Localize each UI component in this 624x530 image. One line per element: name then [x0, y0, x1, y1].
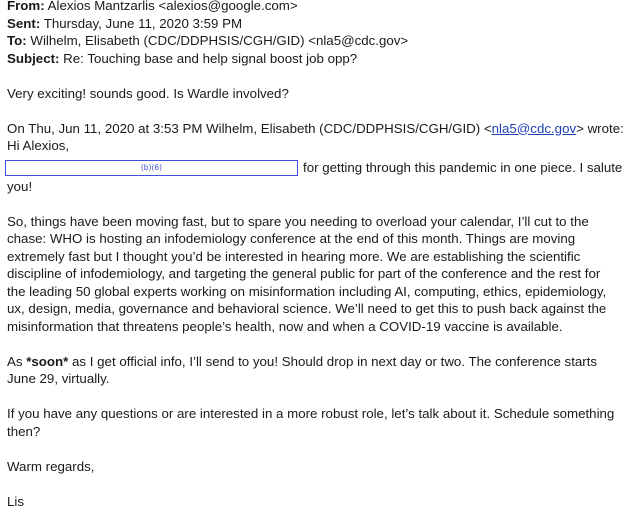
redaction-code: (b)(6)	[140, 162, 163, 172]
subject-value: Re: Touching base and help signal boost job opp?	[63, 50, 358, 66]
greeting: Hi Alexios,	[7, 138, 70, 153]
to-line	[7, 32, 619, 50]
redaction-box	[5, 160, 298, 176]
p2-before: As	[7, 353, 27, 369]
sent-line	[7, 15, 619, 33]
p2-after: as I get official info, I’ll send to you! Should drop in next day or two. The conference starts June 29, virtually.	[7, 353, 598, 386]
to-label: To:	[7, 33, 27, 48]
closing: Warm regards,	[7, 458, 95, 474]
from-label: From:	[7, 0, 45, 13]
attribution-suffix: > wrote:	[576, 120, 624, 136]
paragraph-soon	[7, 353, 619, 388]
attribution-prefix: On Thu, Jun 11, 2020 at 3:53 PM Wilhelm, Elisabeth (CDC/DDPHSIS/CGH/GID) <	[7, 120, 492, 136]
sent-label: Sent:	[7, 15, 41, 31]
redacted-line-continuation: you!	[7, 178, 33, 194]
subject-label: Subject:	[7, 50, 60, 66]
attribution-email-link[interactable]: nla5@cdc.gov	[491, 120, 577, 136]
from-line	[7, 0, 619, 15]
to-value: Wilhelm, Elisabeth (CDC/DDPHSIS/CGH/GID) <nla5@cdc.gov>	[30, 33, 409, 48]
signature: Lis	[7, 493, 24, 509]
redacted-line-tail: for getting through this pandemic in one piece. I salute	[303, 159, 623, 175]
subject-line	[7, 50, 619, 68]
from-value: Alexios Mantzarlis <alexios@google.com>	[47, 0, 298, 13]
sent-value: Thursday, June 11, 2020 3:59 PM	[43, 15, 243, 31]
quote-attribution	[7, 120, 624, 138]
paragraph-questions: If you have any questions or are interested in a more robust role, let’s talk about it. Schedule something then?	[7, 406, 615, 439]
paragraph-conference: So, things have been moving fast, but to spare you needing to overload your calendar, I’ll cut to the chase: WHO is hosting an infodemiology conference at the end of this month. Things are moving extremely fast but I thought you’d be interested in hearing more. We are establishing the scientific discipline of infodemiology, and targeting the general public for part of the conference and the rest for the leading 50 global experts working on misinformation including AI, computing, ethics, epidemiology, ux, design, media, governance and behavioral science. We’ll need to get this to push back against the misinformation that threatens people’s health, now and when a COVID-19 vaccine is available.	[7, 213, 607, 334]
reply-text: Very exciting! sounds good. Is Wardle involved?	[7, 85, 289, 101]
p2-bold: *soon*	[26, 353, 69, 369]
redacted-line	[7, 159, 623, 178]
email-message	[7, 0, 624, 510]
